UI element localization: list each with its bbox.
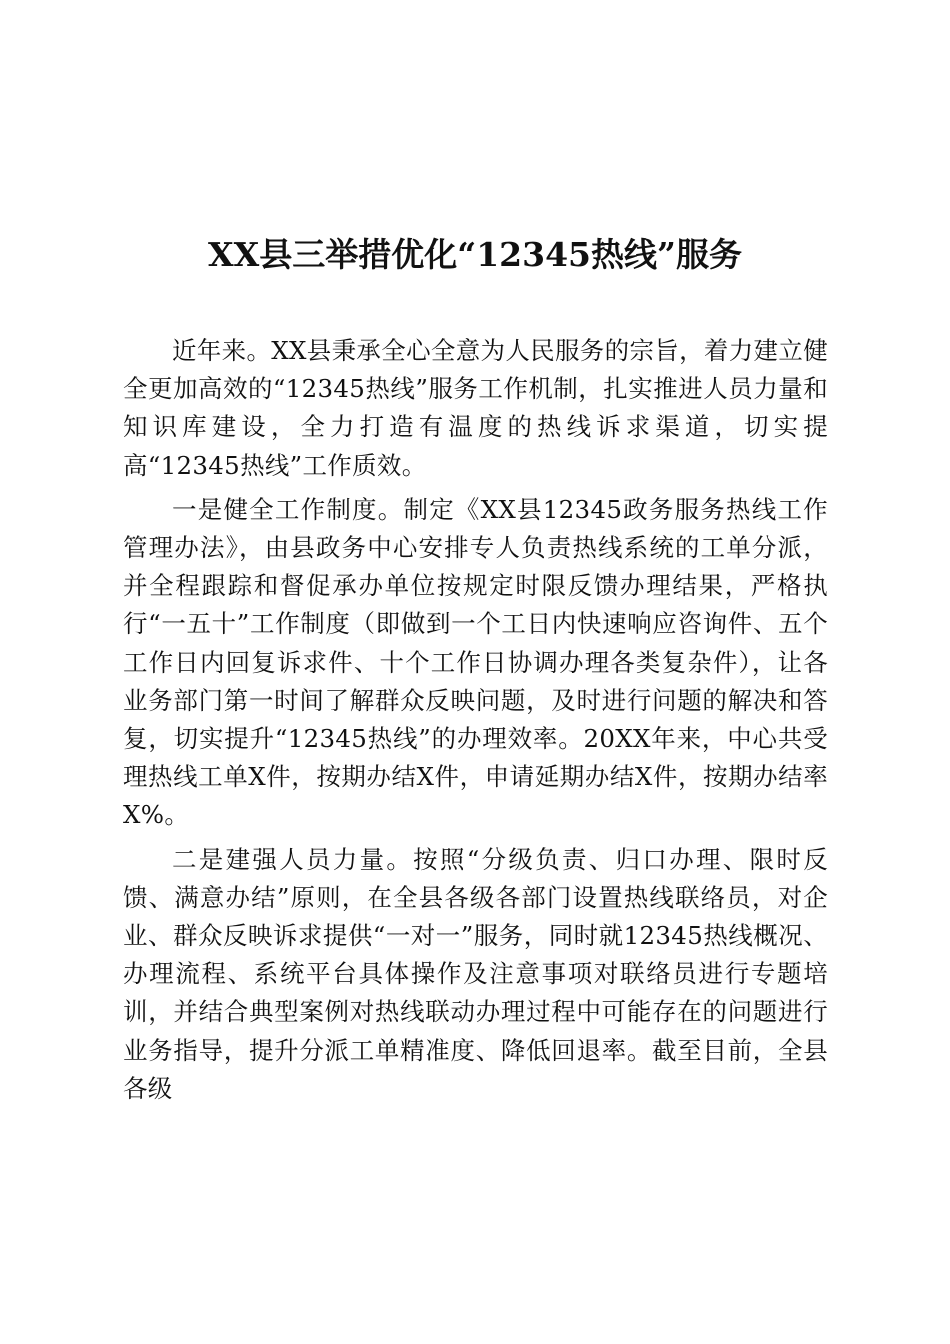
document-body xyxy=(123,332,828,1114)
document-title: XX县三举措优化“12345热线”服务 xyxy=(208,235,742,274)
paragraph-measure-two: 二是建强人员力量。按照“分级负责、归口办理、限时反馈、满意办结”原则，在全县各级各部门设置热线联络员，对企业、群众反映诉求提供“一对一”服务，同时就12345热线概况、办理流程、系统平台具体操作及注意事项对联络员进行专题培训，并结合典型案例对热线联动办理过程中可能存在的问题进行业务指导，提升分派工单精准度、降低回退率。截至目前，全县各级 xyxy=(123,844,828,1103)
paragraph-measure-one: 一是健全工作制度。制定《XX县12345政务服务热线工作管理办法》，由县政务中心安排专人负责热线系统的工单分派，并全程跟踪和督促承办单位按规定时限反馈办理结果，严格执行“一五十”工作制度（即做到一个工日内快速响应咨询件、五个工作日内回复诉求件、十个工作日协调办理各类复杂件），让各业务部门第一时间了解群众反映问题，及时进行问题的解决和答复，切实提升“12345热线”的办理效率。20XX年来，中心共受理热线工单X件，按期办结X件，申请延期办结X件，按期办结率X%。 xyxy=(123,494,828,830)
paragraph-intro: 近年来。XX县秉承全心全意为人民服务的宗旨，着力建立健全更加高效的“12345热线”服务工作机制，扎实推进人员力量和知识库建设，全力打造有温度的热线诉求渠道，切实提高“12345热线”工作质效。 xyxy=(123,336,828,480)
